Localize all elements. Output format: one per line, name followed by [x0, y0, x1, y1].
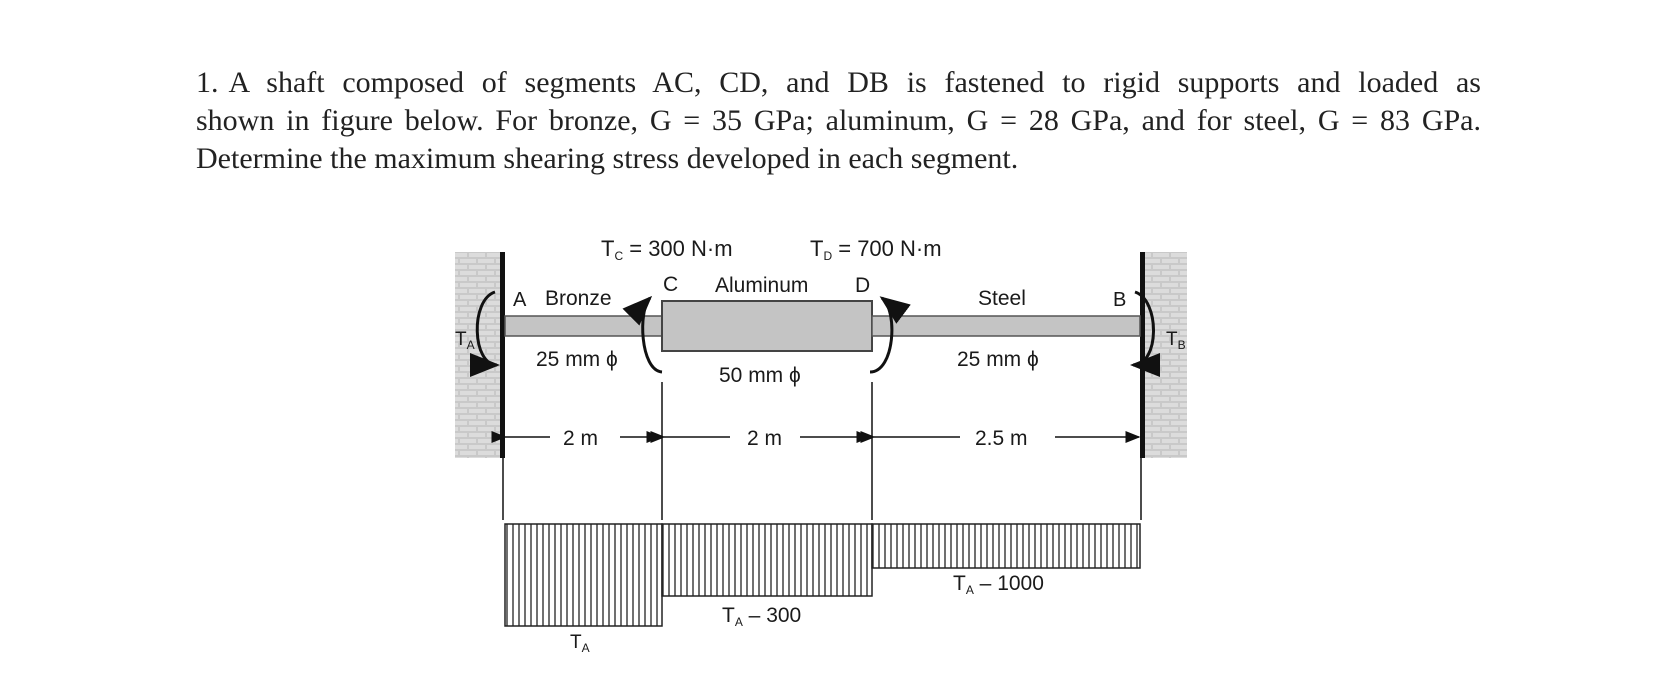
point-a-label: A — [513, 289, 527, 311]
dia-db-label: 25 mm ϕ — [957, 348, 1039, 371]
problem-number: 1. — [196, 66, 219, 99]
steel-segment — [872, 316, 1140, 336]
material-cd-label: Aluminum — [715, 274, 809, 297]
len-cd-label: 2 m — [747, 427, 783, 450]
problem-line-3: Determine the maximum shearing stress developed in each segment. — [196, 142, 1019, 175]
dia-cd-label: 50 mm ϕ — [719, 364, 801, 387]
material-ac-label: Bronze — [545, 287, 612, 310]
problem-line-2: shown in figure below. For bronze, G = 35 GPa; aluminum, G = 28 GPa, and for steel, G = 83 GPa. — [196, 104, 1481, 137]
aluminum-segment — [662, 301, 872, 351]
left-wall — [455, 252, 505, 458]
problem-line-1: 1. A shaft composed of segments AC, CD, and DB is fastened to rigid supports and loaded as — [196, 66, 1481, 99]
len-ac-label: 2 m — [563, 427, 599, 450]
diagram-cd-label: TA – 300 — [722, 604, 802, 629]
point-d-label: D — [855, 274, 871, 297]
len-db-label: 2.5 m — [975, 427, 1028, 450]
point-b-label: B — [1113, 289, 1127, 311]
torque-d-label: TD = 700 N·m — [810, 236, 942, 263]
diagram-db-label: TA – 1000 — [953, 572, 1044, 597]
bronze-segment — [505, 316, 662, 336]
point-c-label: C — [663, 273, 679, 296]
material-db-label: Steel — [978, 287, 1026, 310]
reaction-a-label: $T_A$ — [455, 329, 475, 352]
reaction-b-label: $T_B$ — [1166, 329, 1186, 352]
torque-diagram — [505, 524, 1140, 626]
torque-c-label: TC = 300 N·m — [601, 236, 733, 263]
dia-ac-label: 25 mm ϕ — [536, 348, 618, 371]
diagram-ac-label: $T_A$ — [570, 632, 590, 655]
